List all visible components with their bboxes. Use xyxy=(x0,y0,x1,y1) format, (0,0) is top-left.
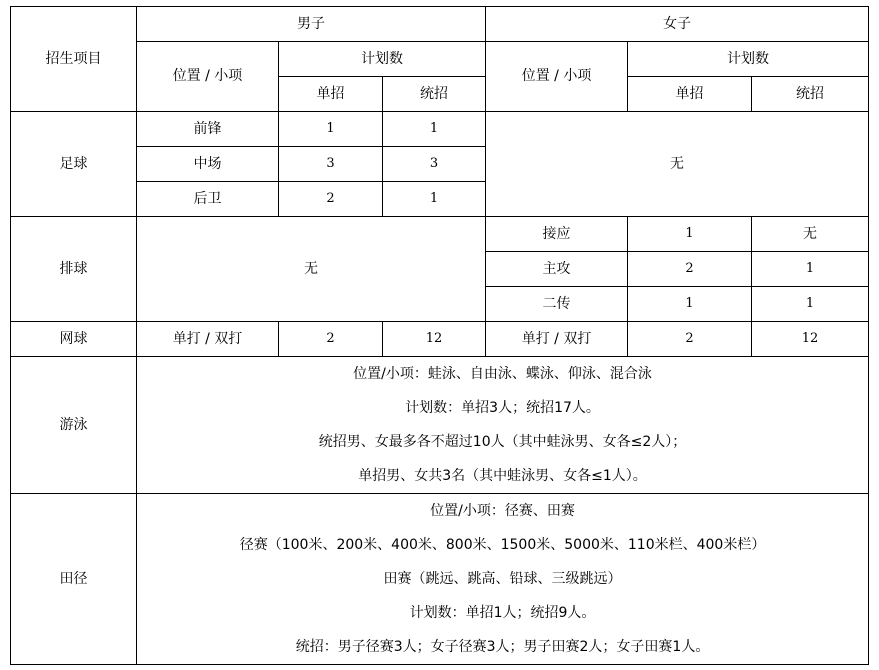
admission-plan-table xyxy=(10,6,869,665)
track-note-line: 径赛（100米、200米、400米、800米、1500米、5000米、110米栏、400米栏） xyxy=(239,537,766,553)
swimming-note-line: 统招男、女最多各不超过10人（其中蛙泳男、女各≤2人）； xyxy=(318,434,687,450)
volleyball-unified: 1 xyxy=(752,252,869,287)
tennis-female-single: 2 xyxy=(628,322,752,357)
header-female-unified: 统招 xyxy=(752,77,869,112)
track-note-line: 田赛（跳远、跳高、铅球、三级跳远） xyxy=(383,571,622,587)
football-single: 3 xyxy=(279,147,383,182)
header-female-plan: 计划数 xyxy=(628,42,869,77)
header-male-plan: 计划数 xyxy=(279,42,486,77)
sport-volleyball: 排球 xyxy=(11,217,137,322)
header-female-position: 位置 / 小项 xyxy=(486,42,628,112)
header-male-single: 单招 xyxy=(279,77,383,112)
track-note-line: 计划数：单招1人；统招9人。 xyxy=(409,605,596,621)
volleyball-male-none: 无 xyxy=(137,217,486,322)
swimming-note-line: 位置/小项：蛙泳、自由泳、蝶泳、仰泳、混合泳 xyxy=(353,366,652,382)
football-single: 2 xyxy=(279,182,383,217)
football-unified: 1 xyxy=(383,182,486,217)
football-unified: 1 xyxy=(383,112,486,147)
football-single: 1 xyxy=(279,112,383,147)
tennis-female-unified: 12 xyxy=(752,322,869,357)
header-project: 招生项目 xyxy=(11,7,137,112)
football-female-none: 无 xyxy=(486,112,869,217)
volleyball-single: 2 xyxy=(628,252,752,287)
volleyball-position: 主攻 xyxy=(486,252,628,287)
swimming-note-line: 计划数：单招3人；统招17人。 xyxy=(405,400,600,416)
tennis-female-position: 单打 / 双打 xyxy=(486,322,628,357)
volleyball-single: 1 xyxy=(628,287,752,322)
sport-swimming: 游泳 xyxy=(11,357,137,494)
header-male-unified: 统招 xyxy=(383,77,486,112)
tennis-male-unified: 12 xyxy=(383,322,486,357)
football-unified: 3 xyxy=(383,147,486,182)
sport-tennis: 网球 xyxy=(11,322,137,357)
tennis-male-position: 单打 / 双打 xyxy=(137,322,279,357)
header-male-position: 位置 / 小项 xyxy=(137,42,279,112)
volleyball-single: 1 xyxy=(628,217,752,252)
swimming-note-line: 单招男、女共3名（其中蛙泳男、女各≤1人）。 xyxy=(358,468,647,484)
volleyball-position: 接应 xyxy=(486,217,628,252)
volleyball-unified: 无 xyxy=(752,217,869,252)
volleyball-unified: 1 xyxy=(752,287,869,322)
track-notes xyxy=(137,494,869,665)
track-note-line: 位置/小项：径赛、田赛 xyxy=(430,503,575,519)
track-note-line: 统招：男子径赛3人；女子径赛3人；男子田赛2人；女子田赛1人。 xyxy=(295,639,710,655)
sport-track: 田径 xyxy=(11,494,137,665)
tennis-male-single: 2 xyxy=(279,322,383,357)
header-female-single: 单招 xyxy=(628,77,752,112)
football-position: 前锋 xyxy=(137,112,279,147)
sport-football: 足球 xyxy=(11,112,137,217)
header-male: 男子 xyxy=(137,7,486,42)
football-position: 后卫 xyxy=(137,182,279,217)
header-female: 女子 xyxy=(486,7,869,42)
swimming-notes xyxy=(137,357,869,494)
football-position: 中场 xyxy=(137,147,279,182)
volleyball-position: 二传 xyxy=(486,287,628,322)
